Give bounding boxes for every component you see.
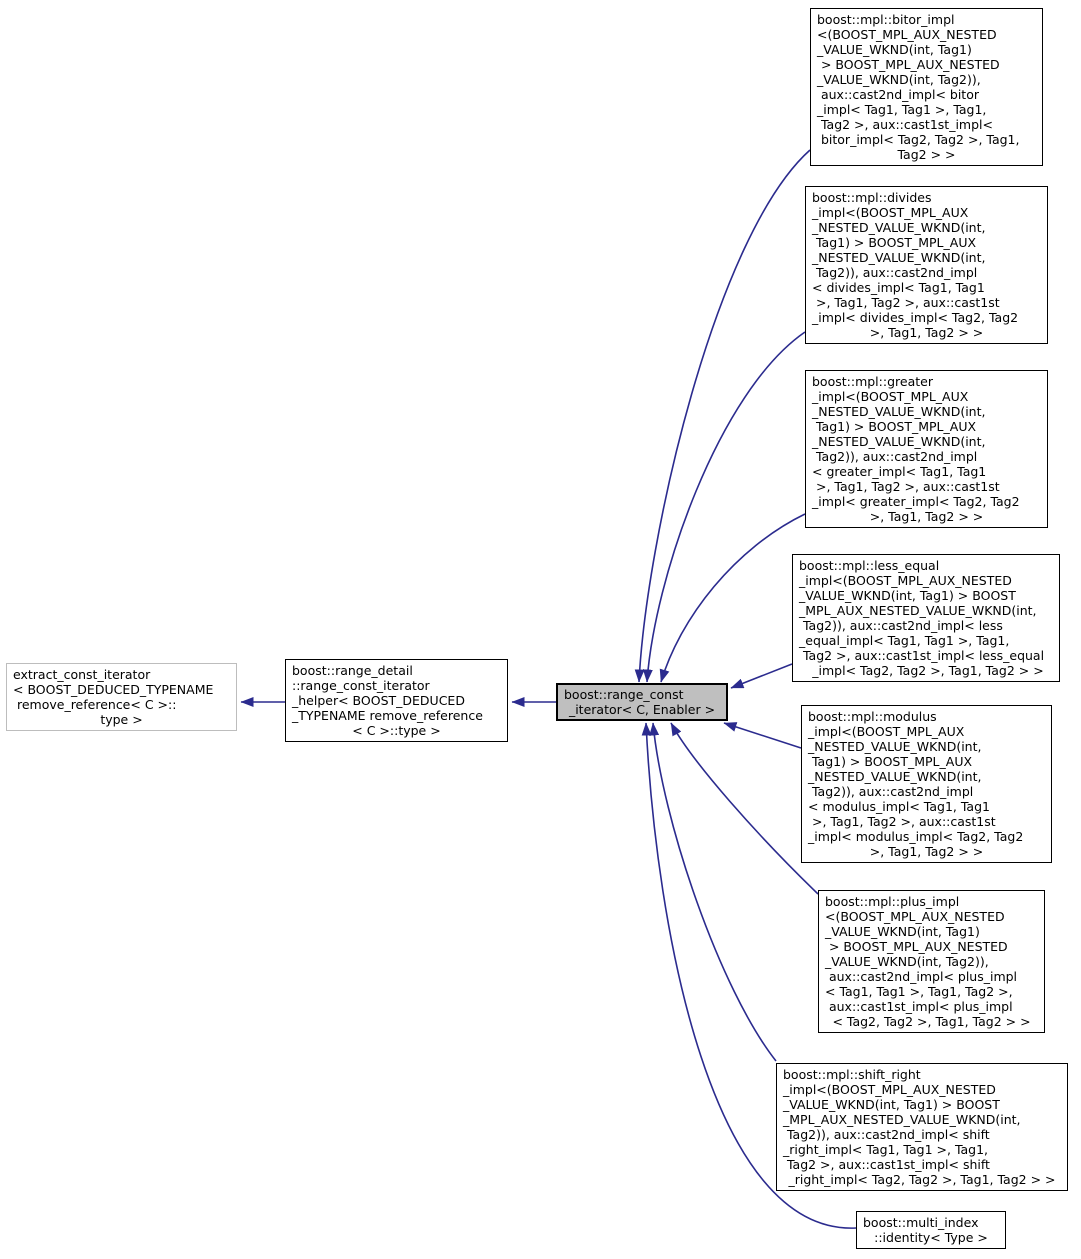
node-label-line: _MPL_AUX_NESTED_VALUE_WKND(int, (799, 603, 1037, 618)
node-label-line: < greater_impl< Tag1, Tag1 (812, 464, 987, 479)
node-greater-impl[interactable] (805, 370, 1048, 528)
node-label-line: Tag2 >, aux::cast1st_impl< less_equal (799, 648, 1045, 663)
node-label-line: _VALUE_WKND(int, Tag1) (825, 924, 980, 939)
node-label-line: extract_const_iterator (13, 667, 151, 682)
node-label-line: boost::mpl::plus_impl (825, 894, 960, 909)
node-label-line: < Tag1, Tag1 >, Tag1, Tag2 >, (825, 984, 1013, 999)
node-label-line: bitor_impl< Tag2, Tag2 >, Tag1, (817, 132, 1020, 147)
node-label-line: ::range_const_iterator (292, 678, 430, 693)
node-label-line: < modulus_impl< Tag1, Tag1 (808, 799, 990, 814)
node-label-line: >, Tag1, Tag2 > > (869, 844, 984, 859)
node-label-line: _NESTED_VALUE_WKND(int, (812, 250, 986, 265)
node-label-line: aux::cast1st_impl< plus_impl (825, 999, 1013, 1014)
node-label-line: _VALUE_WKND(int, Tag2)), (825, 954, 989, 969)
node-label-line: _NESTED_VALUE_WKND(int, (812, 220, 986, 235)
node-divides-impl[interactable] (805, 186, 1048, 344)
node-range-const-iterator[interactable] (556, 683, 728, 721)
node-label-line: Tag2)), aux::cast2nd_impl< shift (783, 1127, 990, 1142)
node-label-line: Tag2)), aux::cast2nd_impl< less (799, 618, 1003, 633)
node-label-line: >, Tag1, Tag2 >, aux::cast1st (812, 479, 1000, 494)
node-label-line: boost::multi_index (863, 1215, 979, 1230)
node-label-line: _iterator< C, Enabler > (568, 702, 716, 717)
node-label-line: _impl<(BOOST_MPL_AUX_NESTED (799, 573, 1012, 588)
node-label-line: Tag2)), aux::cast2nd_impl (812, 449, 978, 464)
node-label-line: boost::range_const (564, 687, 684, 702)
node-label-line: < divides_impl< Tag1, Tag1 (812, 280, 985, 295)
node-extract-const-iterator[interactable] (6, 663, 237, 731)
node-label-line: Tag1) > BOOST_MPL_AUX (808, 754, 973, 769)
node-label-line: Tag2)), aux::cast2nd_impl (812, 265, 978, 280)
node-label-line: _impl<(BOOST_MPL_AUX (812, 205, 969, 220)
node-label-line: boost::mpl::shift_right (783, 1067, 921, 1082)
node-label-line: aux::cast2nd_impl< plus_impl (825, 969, 1018, 984)
node-label-line: _impl<(BOOST_MPL_AUX (808, 724, 965, 739)
node-label-line: boost::mpl::modulus (808, 709, 937, 724)
node-label-line: _impl< divides_impl< Tag2, Tag2 (812, 310, 1019, 325)
node-label-line: Tag2 >, aux::cast1st_impl< (817, 117, 993, 132)
node-label-line: < BOOST_DEDUCED_TYPENAME (13, 682, 214, 697)
node-label-line: _NESTED_VALUE_WKND(int, (812, 434, 986, 449)
node-label-line: type > (100, 712, 143, 727)
node-label-line: _TYPENAME remove_reference (292, 708, 483, 723)
edge-bitor-to-center-arrow (639, 150, 810, 682)
node-label-line: _right_impl< Tag1, Tag1 >, Tag1, (783, 1142, 989, 1157)
node-label-line: _impl< Tag1, Tag1 >, Tag1, (817, 102, 987, 117)
node-label-line: Tag1) > BOOST_MPL_AUX (812, 419, 977, 434)
node-label-line: >, Tag1, Tag2 >, aux::cast1st (812, 295, 1000, 310)
node-label-line: _equal_impl< Tag1, Tag1 >, Tag1, (799, 633, 1010, 648)
node-label-line: _impl< Tag2, Tag2 >, Tag1, Tag2 > > (808, 663, 1044, 678)
node-label-line: boost::range_detail (292, 663, 413, 678)
node-label-line: < C >::type > (352, 723, 441, 738)
node-label-line: aux::cast2nd_impl< bitor (817, 87, 979, 102)
node-label-line: boost::mpl::bitor_impl (817, 12, 955, 27)
edge-divides-to-center-arrow (647, 332, 805, 682)
node-range-const-iterator-helper[interactable] (285, 659, 508, 742)
node-label-line: _VALUE_WKND(int, Tag1) > BOOST (783, 1097, 1000, 1112)
node-label-line: _NESTED_VALUE_WKND(int, (812, 404, 986, 419)
node-label-line: _NESTED_VALUE_WKND(int, (808, 739, 982, 754)
node-label-line: ::identity< Type > (874, 1230, 988, 1245)
node-label-line: <(BOOST_MPL_AUX_NESTED (825, 909, 1005, 924)
node-shift-right-impl[interactable] (776, 1063, 1068, 1191)
node-label-line: >, Tag1, Tag2 > > (869, 325, 984, 340)
node-label-line: boost::mpl::divides (812, 190, 932, 205)
node-label-line: Tag2 >, aux::cast1st_impl< shift (783, 1157, 990, 1172)
node-label-line: <(BOOST_MPL_AUX_NESTED (817, 27, 997, 42)
node-label-line: Tag2)), aux::cast2nd_impl (808, 784, 974, 799)
node-label-line: > BOOST_MPL_AUX_NESTED (825, 939, 1008, 954)
node-label-line: _MPL_AUX_NESTED_VALUE_WKND(int, (783, 1112, 1021, 1127)
node-label-line: _impl<(BOOST_MPL_AUX (812, 389, 969, 404)
node-label-line: remove_reference< C >:: (13, 697, 177, 712)
edge-shift-right-to-center-arrow (653, 723, 776, 1061)
node-label-line: _impl<(BOOST_MPL_AUX_NESTED (783, 1082, 996, 1097)
node-label-line: < Tag2, Tag2 >, Tag1, Tag2 > > (832, 1014, 1031, 1029)
node-plus-impl[interactable] (818, 890, 1045, 1033)
node-bitor-impl[interactable] (810, 8, 1043, 166)
node-label-line: Tag1) > BOOST_MPL_AUX (812, 235, 977, 250)
node-label-line: >, Tag1, Tag2 >, aux::cast1st (808, 814, 996, 829)
node-label-line: _VALUE_WKND(int, Tag2)), (817, 72, 981, 87)
node-label-line: _right_impl< Tag2, Tag2 >, Tag1, Tag2 > > (788, 1172, 1056, 1187)
edge-modulus-to-center-arrow (724, 723, 801, 748)
node-label-line: _VALUE_WKND(int, Tag1) > BOOST (799, 588, 1016, 603)
node-label-line: _impl< greater_impl< Tag2, Tag2 (812, 494, 1020, 509)
edge-less-equal-to-center-arrow (731, 664, 792, 688)
node-label-line: _helper< BOOST_DEDUCED (292, 693, 465, 708)
edge-plus-to-center-arrow (671, 723, 818, 894)
node-label-line: boost::mpl::greater (812, 374, 933, 389)
node-label-line: boost::mpl::less_equal (799, 558, 940, 573)
node-label-line: Tag2 > > (897, 147, 956, 162)
node-label-line: _NESTED_VALUE_WKND(int, (808, 769, 982, 784)
node-label-line: _VALUE_WKND(int, Tag1) (817, 42, 972, 57)
node-less-equal-impl[interactable] (792, 554, 1060, 682)
node-label-line: _impl< modulus_impl< Tag2, Tag2 (808, 829, 1024, 844)
edge-greater-to-center-arrow (661, 514, 805, 682)
node-modulus-impl[interactable] (801, 705, 1052, 863)
node-label-line: >, Tag1, Tag2 > > (869, 509, 984, 524)
node-multi-index-identity[interactable] (856, 1211, 1006, 1249)
node-label-line: > BOOST_MPL_AUX_NESTED (817, 57, 1000, 72)
